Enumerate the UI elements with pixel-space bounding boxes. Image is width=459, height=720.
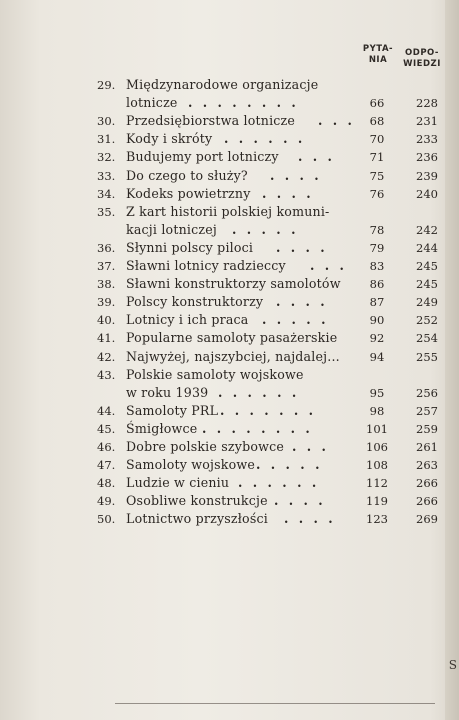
leader-dots: . . . . — [270, 167, 322, 183]
entry-number: 33. — [97, 168, 116, 183]
entry-number: 35. — [97, 204, 116, 219]
question-page-number: 95 — [369, 385, 385, 400]
question-page-number: 78 — [369, 222, 385, 237]
toc-line — [0, 131, 459, 149]
question-page-number: 87 — [369, 295, 385, 310]
toc-line — [0, 168, 459, 186]
question-page-number: 106 — [366, 440, 388, 454]
entry-title: Międzynarodowe organizacje — [126, 77, 319, 92]
entry-title: Do czego to służy? — [126, 167, 248, 183]
entry-title: Sławni konstruktorzy samolotów — [126, 276, 341, 292]
leader-dots: . . . — [310, 258, 347, 273]
entry-number: 36. — [97, 240, 116, 255]
question-page-number: 68 — [369, 114, 385, 129]
entry-number: 32. — [97, 150, 116, 165]
answer-page-number: 263 — [416, 458, 438, 473]
toc-line — [0, 493, 459, 511]
toc-line — [0, 385, 459, 403]
entry-number: 45. — [97, 421, 116, 436]
question-page-number: 101 — [366, 421, 388, 436]
leader-dots: . . . . . . . — [220, 402, 316, 418]
entry-number: 38. — [97, 277, 116, 292]
leader-dots: . . . . . — [262, 312, 329, 328]
toc-line — [0, 457, 459, 475]
answer-page-number: 257 — [416, 403, 438, 418]
toc-line — [0, 294, 459, 312]
entry-number: 37. — [97, 259, 116, 273]
questions-column-header: PYTA- NIA — [362, 44, 394, 65]
column-header — [355, 44, 445, 78]
entry-title: Najwyżej, najszybciej, najdalej... — [126, 348, 340, 364]
question-page-number: 83 — [369, 259, 385, 273]
question-page-number: 79 — [369, 240, 385, 255]
question-page-number: 76 — [369, 186, 385, 201]
toc-line — [0, 421, 459, 439]
entry-number: 43. — [97, 367, 116, 382]
answer-page-number: 231 — [416, 114, 438, 129]
entry-title: Sławni lotnicy radzieccy — [126, 258, 286, 273]
toc-line — [0, 367, 459, 385]
toc-line — [0, 276, 459, 294]
entry-title: lotnicze — [126, 95, 178, 111]
toc-line — [0, 77, 459, 95]
entry-title: Dobre polskie szybowce — [126, 439, 285, 454]
toc-line — [0, 258, 459, 276]
entry-number: 41. — [97, 331, 116, 346]
entry-number: 42. — [97, 349, 116, 364]
entry-title: Samoloty PRL — [126, 402, 219, 418]
entry-title: Lotnicy i ich praca — [126, 312, 249, 328]
leader-dots: . . . . . . — [218, 384, 300, 400]
entry-title: Ludzie w cieniu — [126, 475, 230, 491]
answer-page-number: 259 — [416, 421, 438, 436]
toc-line — [0, 511, 459, 529]
toc-line — [0, 439, 459, 457]
entry-title: Popularne samoloty pasażerskie — [126, 330, 338, 346]
answer-page-number: 239 — [416, 168, 438, 183]
question-page-number: 75 — [369, 168, 385, 183]
entry-number: 47. — [97, 458, 116, 473]
toc-line — [0, 204, 459, 222]
question-page-number: 92 — [369, 331, 385, 346]
answer-page-number: 236 — [416, 150, 438, 165]
toc-line — [0, 113, 459, 131]
question-page-number: 86 — [369, 277, 385, 292]
entry-title: Kody i skróty — [126, 131, 213, 147]
answer-page-number: 255 — [416, 349, 438, 364]
entry-title: Samoloty wojskowe — [126, 457, 256, 473]
entry-number: 48. — [97, 476, 116, 491]
leader-dots: . . . . — [274, 493, 326, 509]
answer-page-number: 266 — [416, 476, 438, 491]
question-page-number: 98 — [369, 403, 385, 418]
answer-page-number: 228 — [416, 96, 438, 111]
entry-number: 30. — [97, 114, 116, 129]
leader-dots: . . . . . — [256, 457, 323, 473]
entry-title: Osobliwe konstrukcje — [126, 493, 268, 509]
edge-mark: S — [448, 658, 457, 672]
question-page-number: 90 — [369, 313, 385, 328]
leader-dots: . . . — [298, 149, 335, 165]
entry-number: 46. — [97, 440, 116, 454]
toc-line — [0, 403, 459, 421]
answer-page-number: 252 — [416, 313, 438, 328]
answer-page-number: 254 — [416, 331, 438, 346]
entry-number: 50. — [97, 512, 116, 527]
question-page-number: 66 — [369, 96, 385, 111]
answer-page-number: 233 — [416, 132, 438, 147]
toc-line — [0, 330, 459, 348]
question-page-number: 112 — [366, 476, 388, 491]
leader-dots: . . . . — [276, 239, 328, 255]
page-rule — [115, 703, 435, 704]
question-page-number: 108 — [366, 458, 388, 473]
entry-number: 39. — [97, 295, 116, 310]
entry-title: Polscy konstruktorzy — [126, 294, 264, 310]
entry-number: 40. — [97, 313, 116, 328]
question-page-number: 71 — [369, 150, 385, 165]
entry-number: 29. — [97, 78, 116, 92]
answer-page-number: 245 — [416, 259, 438, 273]
leader-dots: . . . . . . — [224, 131, 306, 147]
entry-number: 44. — [97, 403, 116, 418]
leader-dots: . . . . — [284, 511, 336, 527]
entry-title: Polskie samoloty wojskowe — [126, 366, 304, 382]
question-page-number: 94 — [369, 349, 385, 364]
question-page-number: 70 — [369, 132, 385, 147]
toc-line — [0, 312, 459, 330]
answer-page-number: 269 — [416, 512, 438, 527]
toc-line — [0, 149, 459, 167]
answer-page-number: 245 — [416, 277, 438, 292]
answer-page-number: 256 — [416, 385, 438, 400]
leader-dots: . . . . . . . . — [202, 420, 313, 436]
leader-dots: . . . . . — [232, 221, 299, 237]
toc-line — [0, 349, 459, 367]
answer-page-number: 240 — [416, 186, 438, 201]
toc-line — [0, 186, 459, 204]
entry-title: Z kart historii polskiej komuni- — [126, 203, 330, 219]
question-page-number: 123 — [366, 512, 388, 527]
entry-title: w roku 1939 — [126, 384, 209, 400]
entry-title: Śmigłowce — [126, 420, 198, 436]
question-page-number: 119 — [366, 494, 388, 509]
answer-page-number: 266 — [416, 494, 438, 509]
leader-dots: . . . . — [276, 294, 328, 310]
leader-dots: . . . . . . — [238, 475, 320, 491]
entry-number: 31. — [97, 132, 116, 147]
leader-dots: . . . — [292, 439, 329, 454]
entry-title: Przedsiębiorstwa lotnicze — [126, 113, 296, 129]
toc-line — [0, 222, 459, 240]
answer-page-number: 261 — [416, 440, 438, 454]
toc-line — [0, 475, 459, 493]
toc-line — [0, 240, 459, 258]
answer-page-number: 242 — [416, 222, 438, 237]
answer-page-number: 244 — [416, 240, 438, 255]
answers-column-header: ODPO- WIEDZI — [403, 48, 441, 69]
leader-dots: . . . — [318, 113, 355, 129]
entry-title: Słynni polscy piloci — [126, 239, 254, 255]
entry-title: Lotnictwo przyszłości — [126, 511, 268, 527]
leader-dots: . . . . . . . . — [188, 95, 299, 111]
toc-line — [0, 95, 459, 113]
leader-dots: . . . . — [262, 185, 314, 201]
entry-title: kacji lotniczej — [126, 221, 217, 237]
entry-number: 34. — [97, 186, 116, 201]
answer-page-number: 249 — [416, 295, 438, 310]
entry-number: 49. — [97, 494, 116, 509]
entry-title: Kodeks powietrzny — [126, 185, 251, 201]
entry-title: Budujemy port lotniczy — [126, 149, 279, 165]
